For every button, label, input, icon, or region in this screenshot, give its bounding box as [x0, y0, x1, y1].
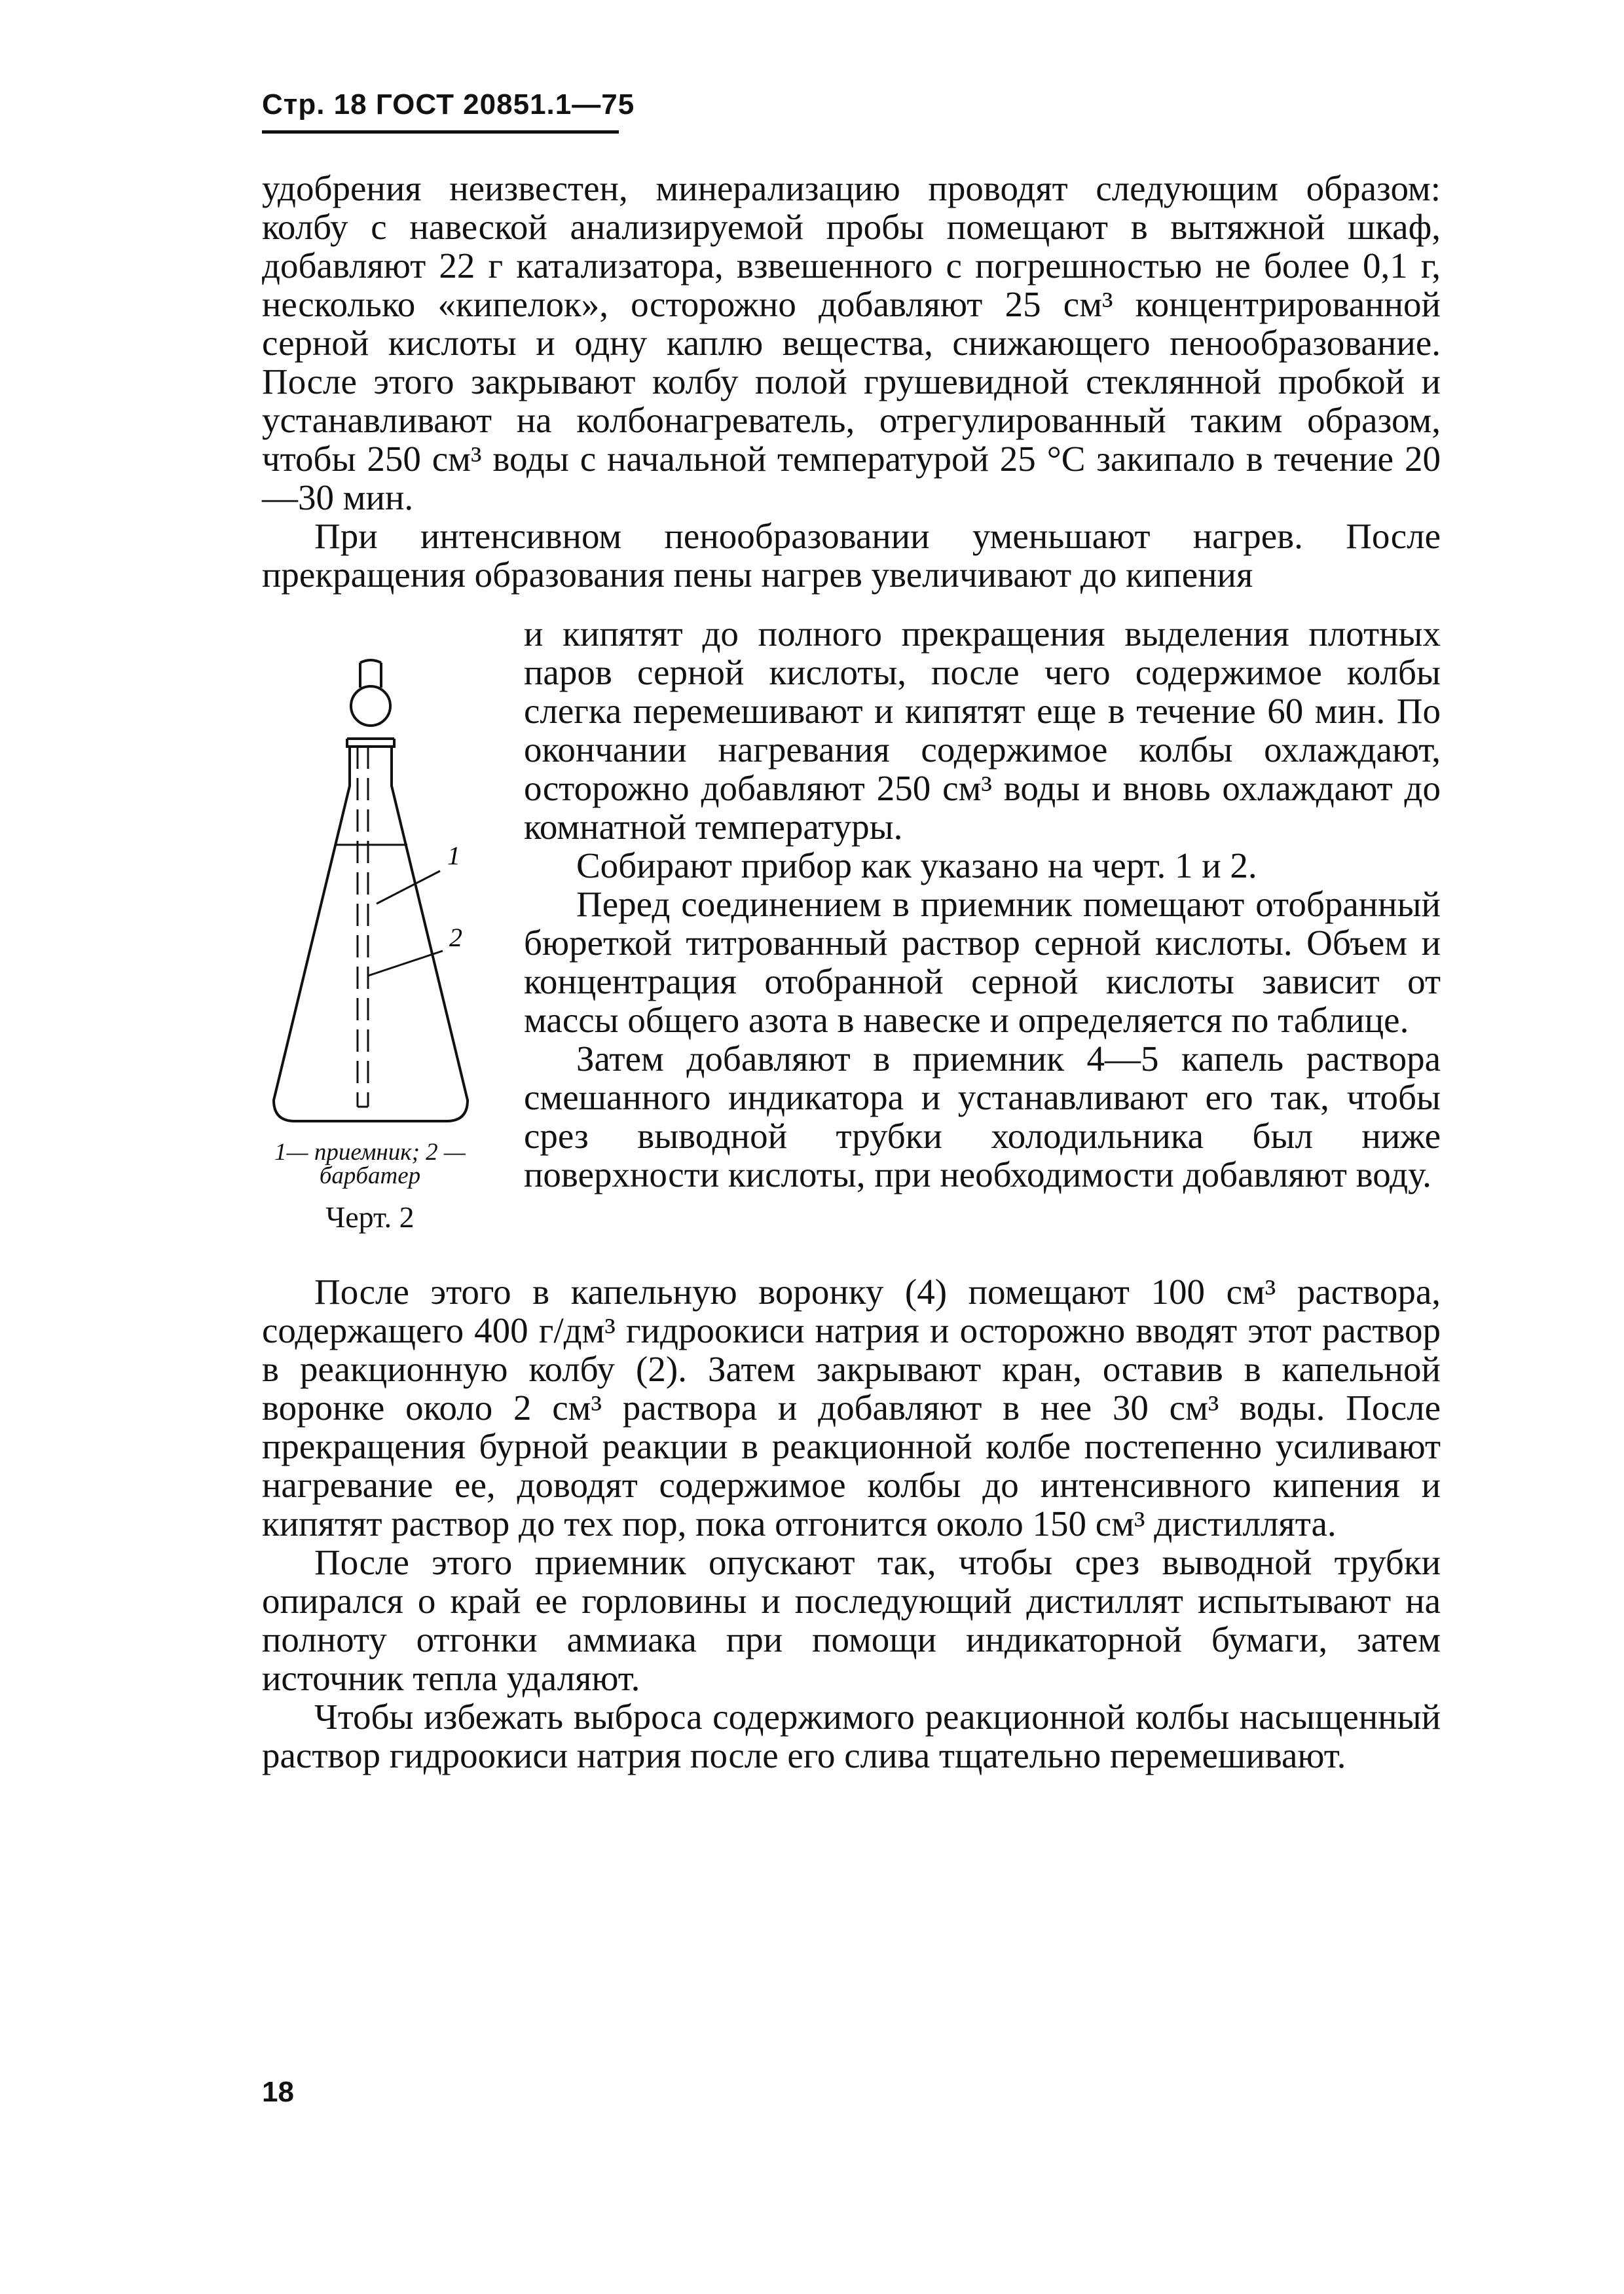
paragraph: Собирают прибор как указано на черт. 1 и 2. — [576, 845, 1257, 885]
paragraph: При интенсивном пенообразовании уменьшают нагрев. После прекращения образования пены нагрев увеличивают до кипения — [262, 516, 1441, 595]
figure-label-1: 1 — [447, 841, 460, 870]
paragraph: Затем добавляют в приемник 4—5 капель раствора смешанного индикатора и устанавливают его так, чтобы срез выводной трубки холодильника был ниже поверхности кислоты, при необходимости добавляют воду. — [524, 1039, 1441, 1194]
figure-flask — [262, 648, 511, 1234]
paragraph: После этого приемник опускают так, чтобы срез выводной трубки опирался о край ее горловины и последующий дистиллят испытывают на полноту отгонки аммиака при помощи индикаторной бумаги, затем источник тепла удаляют. — [262, 1542, 1441, 1698]
figure-title: Черт. 2 — [325, 1200, 415, 1234]
paragraph: После этого в капельную воронку (4) помещают 100 см³ раствора, содержащего 400 г/дм³ гидроокиси натрия и осторожно вводят этот раствор в реакционную колбу (2). Затем закрывают кран, оставив в капельной воронке около 2 см³ раствора и добавляют в нее 30 см³ воды. После прекращения бурной реакции в реакционной колбе постепенно усиливают нагревание ее, доводят содержимое колбы до интенсивного кипения и кипятят раствор до тех пор, пока отгонится около 150 см³ дистиллята. — [262, 1272, 1441, 1544]
paragraph: Перед соединением в приемник помещают отобранный бюреткой титрованный раствор серной кислоты. Объем и концентрация отобранной серной кислоты зависит от массы общего азота в навеске и определяется по таблице. — [524, 884, 1441, 1040]
text-block-side — [524, 614, 1441, 1194]
paragraph: удобрения неизвестен, минерализацию проводят следующим образом: колбу с навеской анализируемой пробы помещают в вытяжной шкаф, добавляют 22 г катализатора, взвешенного с погрешностью не более 0,1 г, несколько «кипелок», осторожно добавляют 25 см³ концентрированной серной кислоты и одну каплю вещества, снижающего пенообразование. После этого закрывают колбу полой грушевидной стеклянной пробкой и устанавливают на колбонагреватель, отрегулированный таким образом, чтобы 250 см³ воды с начальной температурой 25 °С закипало в течение 20—30 мин. — [262, 168, 1441, 517]
text-block-top — [262, 169, 1441, 594]
header-rule — [262, 130, 619, 134]
figure-label-2: 2 — [449, 923, 462, 952]
paragraph: и кипятят до полного прекращения выделения плотных паров серной кислоты, после чего содержимое колбы слегка перемешивают и кипятят еще в течение 60 мин. По окончании нагревания содержимое колбы охлаждают, осторожно добавляют 250 см³ воды и вновь охлаждают до комнатной температуры. — [524, 614, 1441, 847]
page-header — [262, 88, 635, 134]
flask-drawing — [262, 648, 478, 1133]
figure-caption: 1— приемник; 2 — барбатер — [274, 1139, 466, 1189]
header-text: Стр. 18 ГОСТ 20851.1—75 — [262, 88, 635, 120]
paragraph: Чтобы избежать выброса содержимого реакционной колбы насыщенный раствор гидроокиси натрия после его слива тщательно перемешивают. — [262, 1697, 1441, 1775]
page-number: 18 — [262, 2076, 294, 2108]
text-block-bottom — [262, 1272, 1441, 1775]
